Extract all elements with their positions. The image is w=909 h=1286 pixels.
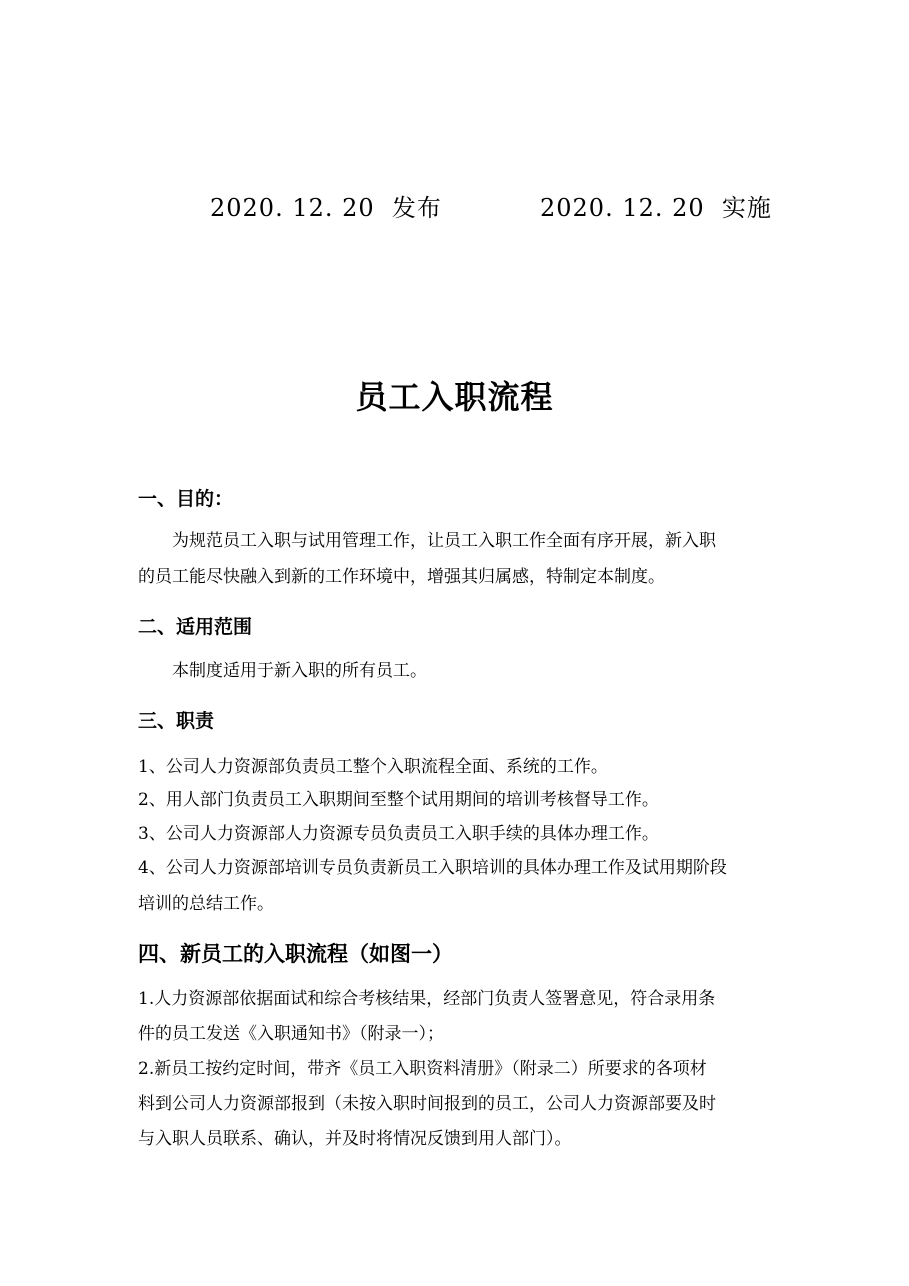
duties-line-3: 3、公司人力资源部人力资源专员负责员工入职手续的具体办理工作。 — [138, 824, 659, 844]
section-heading-purpose: 一、目的： — [138, 488, 234, 510]
duties-line-4: 4、公司人力资源部培训专员负责新员工入职培训的具体办理工作及试用期阶段 — [138, 858, 727, 878]
process-line-2: 件的员工发送《入职通知书》（附录一）； — [138, 1024, 444, 1044]
scope-line-1: 本制度适用于新入职的所有员工。 — [172, 661, 427, 681]
process-line-3: 2.新员工按约定时间，带齐《员工入职资料清册》（附录二）所要求的各项材 — [138, 1059, 707, 1079]
process-line-1: 1.人力资源部依据面试和综合考核结果，经部门负责人签署意见，符合录用条 — [138, 989, 716, 1009]
section-heading-duties: 三、职责 — [138, 710, 215, 732]
process-line-5: 与入职人员联系、确认，并及时将情况反馈到用人部门）。 — [138, 1129, 572, 1149]
process-line-4: 料到公司人力资源部报到（未按入职时间报到的员工，公司人力资源部要及时 — [138, 1094, 716, 1114]
duties-line-5: 培训的总结工作。 — [138, 894, 274, 914]
implement-date: 2020. 12. 20 实施 — [540, 194, 772, 222]
purpose-line-1: 为规范员工入职与试用管理工作，让员工入职工作全面有序开展，新入职 — [172, 531, 716, 551]
publish-date: 2020. 12. 20 发布 — [210, 194, 442, 222]
section-heading-process: 四、新员工的入职流程（如图一） — [138, 942, 453, 966]
duties-line-2: 2、用人部门负责员工入职期间至整个试用期间的培训考核督导工作。 — [138, 790, 659, 810]
purpose-line-2: 的员工能尽快融入到新的工作环境中，增强其归属感，特制定本制度。 — [138, 567, 665, 587]
document-title: 员工入职流程 — [355, 378, 554, 416]
duties-line-1: 1、公司人力资源部负责员工整个入职流程全面、系统的工作。 — [138, 757, 608, 777]
section-heading-scope: 二、适用范围 — [138, 616, 253, 638]
